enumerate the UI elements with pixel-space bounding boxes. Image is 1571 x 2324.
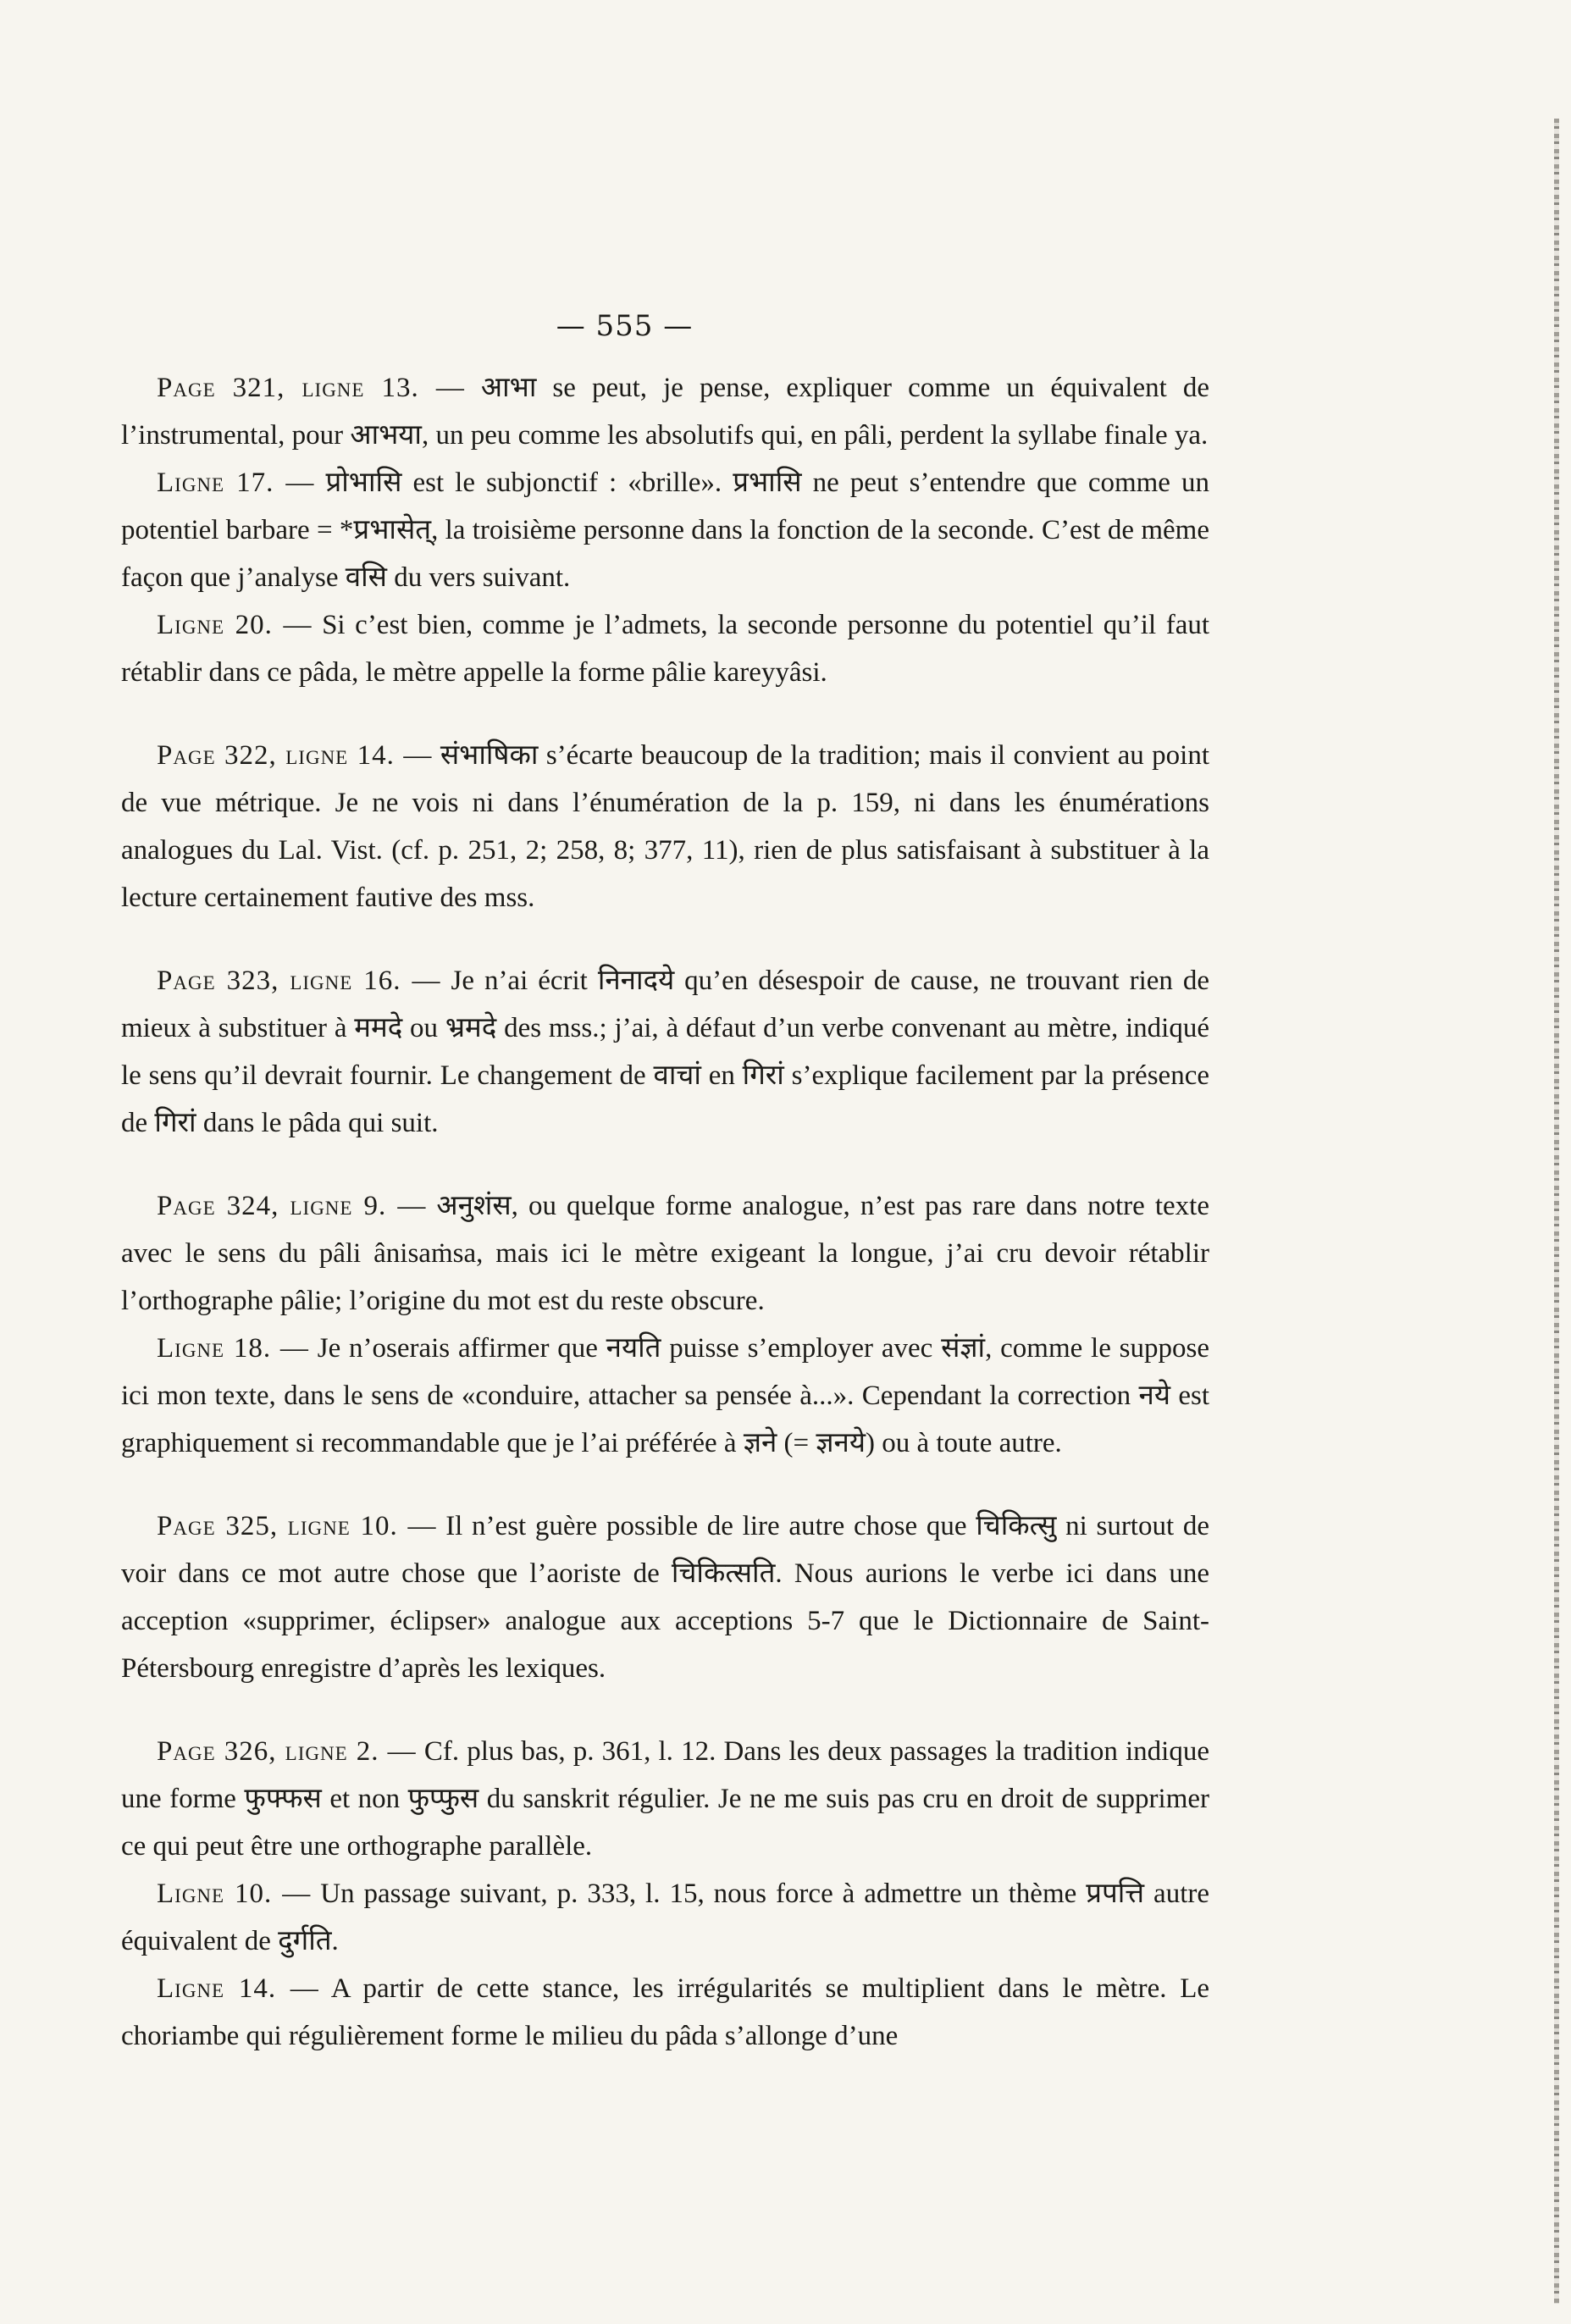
note-text: अनुशंस, ou quelque forme analogue, n’est pas rare dans notre texte avec le sens du pâli ânisaṁsa, mais ici le mètre exigeant la longue, j’ai cru devoir rétablir l’orthographe pâlie; l’origine du mot est du reste obscure. <box>121 1191 1209 1316</box>
note-text: Si c’est bien, comme je l’admets, la seconde personne du potentiel qu’il faut rétablir dans ce pâda, le mètre appelle la forme pâlie kareyyâsi. <box>121 610 1210 688</box>
note-text: Il n’est guère possible de lire autre chose que चिकित्सु ni surtout de voir dans ce mot autre chose que l’aoriste de चिकित्सति. Nous aurions le verbe ici dans une acception «supprimer, éclipser» analogue aux acceptions 5-7 que le Dictionnaire de Saint-Pétersbourg enregistre d’après les lexiques. <box>121 1511 1210 1684</box>
note-text: संभाषिका s’écarte beaucoup de la tradition; mais il convient au point de vue métrique. Je ne vois ni dans l’énumération de la p. 159, ni dans les énumérations analogues du Lal. Vist. (cf. p. 251, 2; 258, 8; 377, 11), rien de plus satisfaisant à substituer à la lecture certainement fautive des mss. <box>121 740 1210 913</box>
scan-edge <box>1554 119 1559 2304</box>
note-paragraph <box>121 1182 1209 1325</box>
note-reference: Page 323, ligne 16. — <box>157 966 441 996</box>
note-reference: Ligne 18. — <box>157 1333 309 1364</box>
note-reference: Ligne 10. — <box>157 1879 312 1909</box>
note-reference: Page 321, ligne 13. — <box>157 373 465 403</box>
note-reference: Ligne 17. — <box>157 468 315 498</box>
note-paragraph <box>121 1325 1209 1467</box>
note-reference: Ligne 14. — <box>157 1973 319 2004</box>
note-paragraph <box>121 732 1209 921</box>
note-paragraph <box>121 957 1209 1147</box>
note-text: प्रोभासि est le subjonctif : «brille». प्रभासि ne peut s’entendre que comme un potentiel barbare = *प्रभासेत्, la troisième personne dans la fonction de la seconde. C’est de même façon que j’analyse वसि du vers suivant. <box>121 468 1209 593</box>
note-paragraph <box>121 1870 1209 1965</box>
note-text: Je n’oserais affirmer que नयति puisse s’employer avec संज्ञां, comme le suppose ici mon texte, dans le sens de «conduire, attacher sa pensée à...». Cependant la correction नये est graphiquement si recommandable que je l’ai préférée à ज्ञने (= ज्ञनये) ou à toute autre. <box>121 1333 1209 1458</box>
note-text: A partir de cette stance, les irrégularités se multiplient dans le mètre. Le choriambe qui régulièrement forme le milieu du pâda s’allonge d’une <box>121 1973 1209 2051</box>
note-paragraph <box>121 364 1209 459</box>
page-number: — 555 — <box>556 309 694 343</box>
note-paragraph <box>121 601 1209 696</box>
note-reference: Page 322, ligne 14. — <box>157 740 433 771</box>
note-paragraph <box>121 1965 1209 2060</box>
note-text: Un passage suivant, p. 333, l. 15, nous force à admettre un thème प्रपत्ति autre équivalent de दुर्गति. <box>121 1879 1210 1956</box>
note-text: Cf. plus bas, p. 361, l. 12. Dans les deux passages la tradition indique une forme फुफ्फस et non फुप्फुस du sanskrit régulier. Je ne me suis pas cru en droit de supprimer ce qui peut être une orthographe parallèle. <box>121 1736 1210 1862</box>
note-text: आभा se peut, je pense, expliquer comme un équivalent de l’instrumental, pour आभया, un peu comme les absolutifs qui, en pâli, perdent la syllabe finale ya. <box>121 373 1210 451</box>
note-reference: Ligne 20. — <box>157 610 313 640</box>
page-body <box>121 364 1209 2060</box>
note-paragraph <box>121 1728 1209 1870</box>
note-reference: Page 324, ligne 9. — <box>157 1191 427 1221</box>
note-paragraph <box>121 1502 1209 1692</box>
note-paragraph <box>121 459 1209 601</box>
note-reference: Page 326, ligne 2. — <box>157 1736 417 1767</box>
note-text: Je n’ai écrit निनादये qu’en désespoir de cause, ne trouvant rien de mieux à substituer à ममदे ou भ्रमदे des mss.; j’ai, à défaut d’un verbe convenant au mètre, indiqué le sens qu’il devrait fournir. Le changement de वाचां en गिरां s’explique facilement par la présence de गिरां dans le pâda qui suit. <box>121 966 1210 1138</box>
note-reference: Page 325, ligne 10. — <box>157 1511 437 1541</box>
